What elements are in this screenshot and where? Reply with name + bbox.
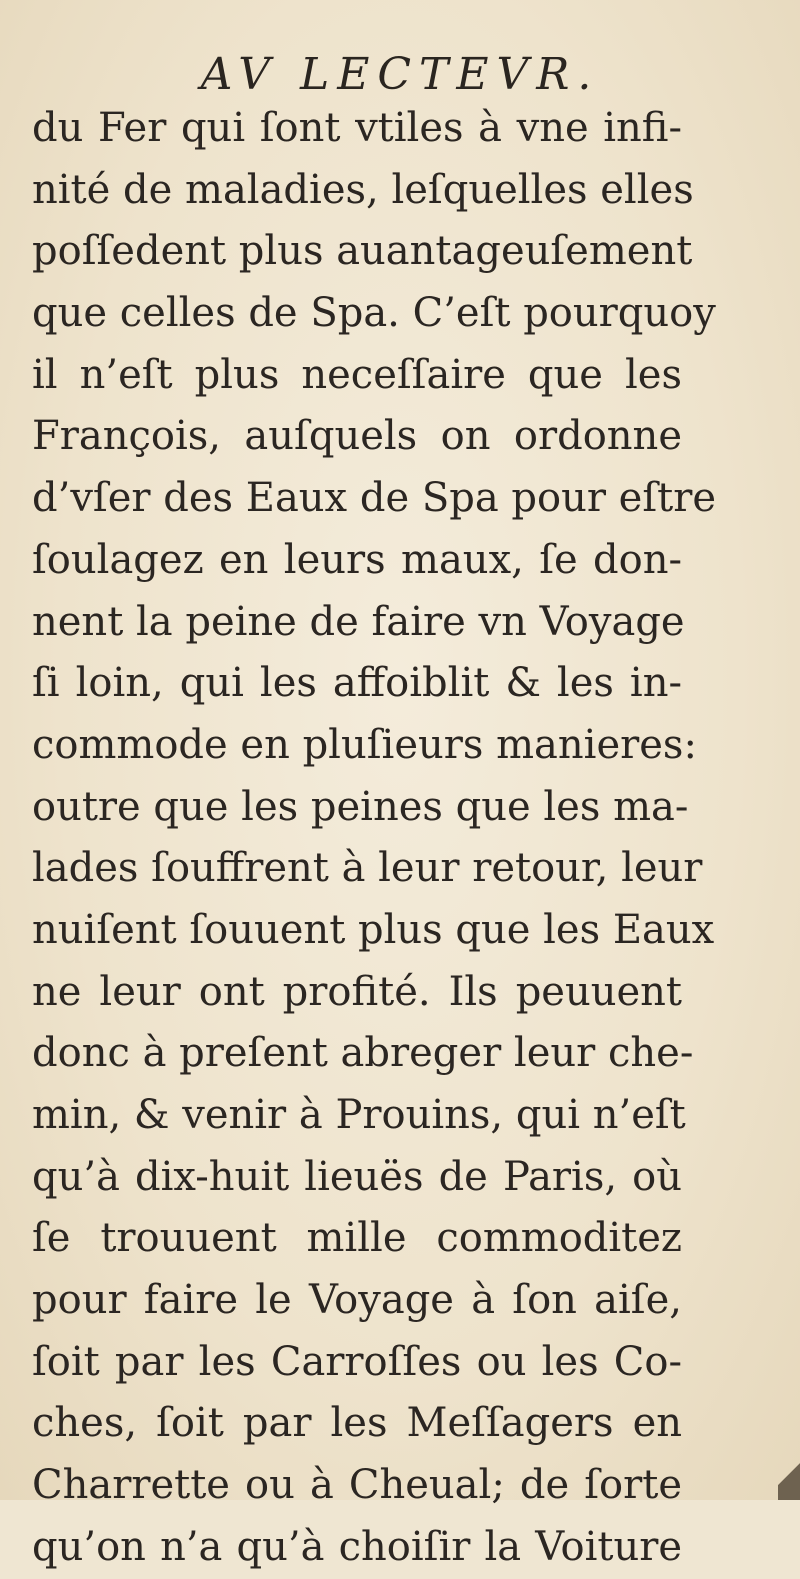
text-line: Charrette ou à Cheual; de ſorte [32,1462,682,1509]
text-line: ſoulagez en leurs maux, ſe don- [32,536,682,583]
text-line: lades ſouffrent à leur retour, leur [32,845,703,892]
text-line: il n’eſt plus neceſſaire que les [32,351,682,398]
text-line: ſi loin, qui les affoiblit & les in- [32,660,682,707]
text-line: qu’à dix-huit lieuës de Paris, où [32,1153,682,1200]
text-line: poſſedent plus auantageuſement [32,228,693,275]
text-line: qu’on n’a qu’à choiſir la Voiture [32,1523,682,1570]
text-line: pour faire le Voyage à ſon aiſe, [32,1277,682,1324]
running-head: AV LECTEVR. [200,49,600,100]
text-line: d’vſer des Eaux de Spa pour eſtre [32,475,717,522]
text-line: du Fer qui ſont vtiles à vne infi- [32,105,682,151]
text-line: François, auſquels on ordonne [32,413,682,460]
text-line: ſoit par les Carroſſes ou les Co- [32,1338,682,1385]
text-line: nent la peine de faire vn Voyage [32,598,685,645]
text-line: commode en pluſieurs manieres: [32,721,697,768]
body-text [32,98,717,1579]
text-line: ne leur ont profité. Ils peuuent [32,968,682,1015]
text-line: ches, ſoit par les Meſſagers en [32,1400,682,1447]
text-line: nuiſent ſouuent plus que les Eaux [32,906,715,953]
text-line: nité de maladies, leſquelles elles [32,166,694,213]
text-line: que celles de Spa. C’eſt pourquoy [32,290,716,337]
text-line: outre que les peines que les ma- [32,783,689,830]
text-line: min, & venir à Prouins, qui n’eſt [32,1092,686,1138]
page-corner-shadow [778,1460,800,1500]
text-line: ſe trouuent mille commoditez [32,1215,682,1262]
text-line: donc à preſent abreger leur che- [32,1030,694,1077]
